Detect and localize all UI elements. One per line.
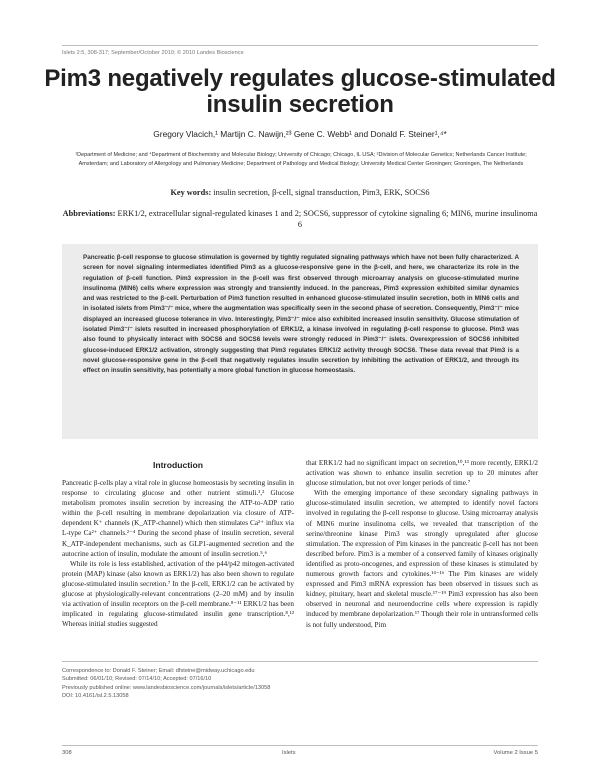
affiliations: ¹Department of Medicine; and ⁴Department of Biochemistry and Molecular Biology; University of Chicago; Chicago, IL USA; ²Division of Molecular Genetics; Netherlands Cancer Institute; Amsterdam; and Laboratory of Allergology and Pulmonary Medicine; Department of Pathology and Medical Biology; University Medical Center Groningen; Groningen, The Netherlands bbox=[75, 152, 527, 167]
keywords-text: insulin secretion, β-cell, signal transduction, Pim3, ERK, SOCS6 bbox=[213, 188, 430, 197]
author-list: Gregory Vlacich,¹ Martijn C. Nawijn,²³ Gene C. Webb¹ and Donald F. Steiner¹,⁴* bbox=[153, 129, 447, 139]
body-column-right bbox=[306, 458, 538, 630]
section-heading-introduction: Introduction bbox=[152, 460, 204, 470]
footnotes bbox=[62, 667, 270, 701]
body-column-left bbox=[62, 478, 294, 629]
footnote-rule bbox=[62, 661, 538, 662]
article-title: Pim3 negatively regulates glucose-stimulated insulin secretion bbox=[44, 65, 556, 118]
body-paragraph: Pancreatic β-cells play a vital role in glucose homeostasis by secreting insulin in response to circulating glucose and other nutrient stimuli.¹,² Glucose metabolism promotes insulin secretion by increasing the ATP-to-ADP ratio within the β-cell resulting in membrane depolarization via closure of ATP-dependent K⁺ channels (K_ATP-channel) which then stimulates Ca²⁺ influx via L-type Ca²⁺ channels.²⁻⁴ During the second phase of insulin secretion, several K_ATP-independent mechanisms, such as GLP1-augmented secretion and the autocrine action of insulin, modulate the amount of insulin secretion.⁵,⁶ bbox=[62, 479, 294, 558]
doi-note: DOI: 10.4161/isl.2.5.13058 bbox=[62, 693, 129, 700]
keywords bbox=[40, 188, 560, 197]
body-paragraph: that ERK1/2 had no significant impact on secretion,¹⁰,¹³ more recently, ERK1/2 activation was shown to enhance insulin secretion up to 20 minutes after glucose stimulation, but not over longer periods of time.⁷ bbox=[306, 459, 538, 488]
abbreviations bbox=[62, 208, 538, 230]
footer-volume-issue: Volume 2 Issue 5 bbox=[493, 750, 538, 756]
abbreviations-label: Abbreviations: bbox=[62, 209, 116, 218]
journal-info: Islets 2:5, 308-317; September/October 2010; © 2010 Landes Bioscience bbox=[62, 50, 244, 56]
online-note: Previously published online: www.landesbioscience.com/journals/islets/article/13058 bbox=[62, 684, 271, 691]
body-paragraph: With the emerging importance of these secondary signaling pathways in glucose-stimulated insulin secretion, we attempted to identify novel factors involved in regulating the β-cell response to glucose. Using microarray analysis of MIN6 murine insulinoma cells, we revealed that transcription of the serine/threonine kinase Pim3 was strongly upregulated after glucose stimulation. The expression of Pim kinases in the pancreatic β-cell has not been described before. Pim3 is a member of a conserved family of kinases originally identified as proto-oncogenes, and expression of these kinases is stimulated by numerous growth factors and cytokines.¹⁴⁻¹⁶ The Pim kinases are widely expressed and Pim3 mRNA expression has been observed in tissues such as kidney, pituitary, heart and skeletal muscle.¹⁷⁻¹⁹ Pim3 expression has also been observed in neuronal and neuroendocrine cells where expression is rapidly induced by membrane depolarization.¹⁷ Though their role in untransformed cells is not fully understood, Pim bbox=[306, 489, 538, 629]
body-paragraph: While its role is less established, activation of the p44/p42 mitogen-activated protein (MAP) kinase (also known as ERK1/2) has also been shown to regulate glucose-stimulated insulin secretion.⁷ In the β-cell, ERK1/2 can be activated by glucose at physiologically-relevant concentrations (2–20 mM) and by insulin via activation of insulin receptors on the β-cell membrane.⁸⁻¹¹ ERK1/2 has been implicated in regulating glucose-stimulated insulin gene transcription.⁸,¹² Whereas initial studies suggested bbox=[62, 559, 294, 629]
page-number: 308 bbox=[62, 750, 72, 756]
footer-journal: Islets bbox=[282, 750, 296, 756]
abbreviations-text: ERK1/2, extracellular signal-regulated kinases 1 and 2; SOCS6, suppressor of cytokine signaling 6; MIN6, murine insulinoma 6 bbox=[117, 209, 538, 229]
footer-rule bbox=[62, 745, 538, 746]
abstract-text: Pancreatic β-cell response to glucose stimulation is governed by tightly regulated signaling pathways which have not been fully characterized. A screen for novel signaling intermediates identified Pim3 as a glucose-responsive gene in the β-cell, and here, we characterize its role in the regulation of β-cell function. Pim3 expression in the β-cell was first observed through microarray analysis on glucose-stimulated murine insulinoma (MIN6) cells where expression was strongly and transiently induced. In the pancreas, Pim3 expression exhibited similar dynamics and was restricted to the β-cell. Perturbation of Pim3 function resulted in enhanced glucose-stimulated insulin secretion, both in MIN6 cells and in isolated islets from Pim3⁻/⁻ mice, where the augmentation was specifically seen in the second phase of secretion. Consequently, Pim3⁻/⁻ mice displayed an increased glucose tolerance in vivo. Interestingly, Pim3⁻/⁻ mice also exhibited increased insulin sensitivity. Glucose stimulation of isolated Pim3⁻/⁻ islets resulted in increased phosphorylation of ERK1/2, a kinase involved in regulating β-cell response to glucose. Pim3 was also found to physically interact with SOCS6 and SOCS6 levels were strongly reduced in Pim3⁻/⁻ islets. Overexpression of SOCS6 inhibited glucose-induced ERK1/2 activation, strongly suggesting that Pim3 regulates ERK1/2 activity through SOCS6. These data reveal that Pim3 is a novel glucose-responsive gene in the β-cell that negatively regulates insulin secretion by inhibiting the activation of ERK1/2, and through its effect on insulin sensitivity, has potentially a more global function in glucose homeostasis. bbox=[83, 254, 519, 375]
header-rule bbox=[62, 45, 538, 46]
keywords-label: Key words: bbox=[170, 188, 212, 197]
correspondence-note: Correspondence to: Donald F. Steiner; Email: dfsteine@midway.uchicago.edu bbox=[62, 668, 255, 674]
dates-note: Submitted: 06/01/10; Revised: 07/14/10; Accepted: 07/16/10 bbox=[62, 676, 212, 683]
